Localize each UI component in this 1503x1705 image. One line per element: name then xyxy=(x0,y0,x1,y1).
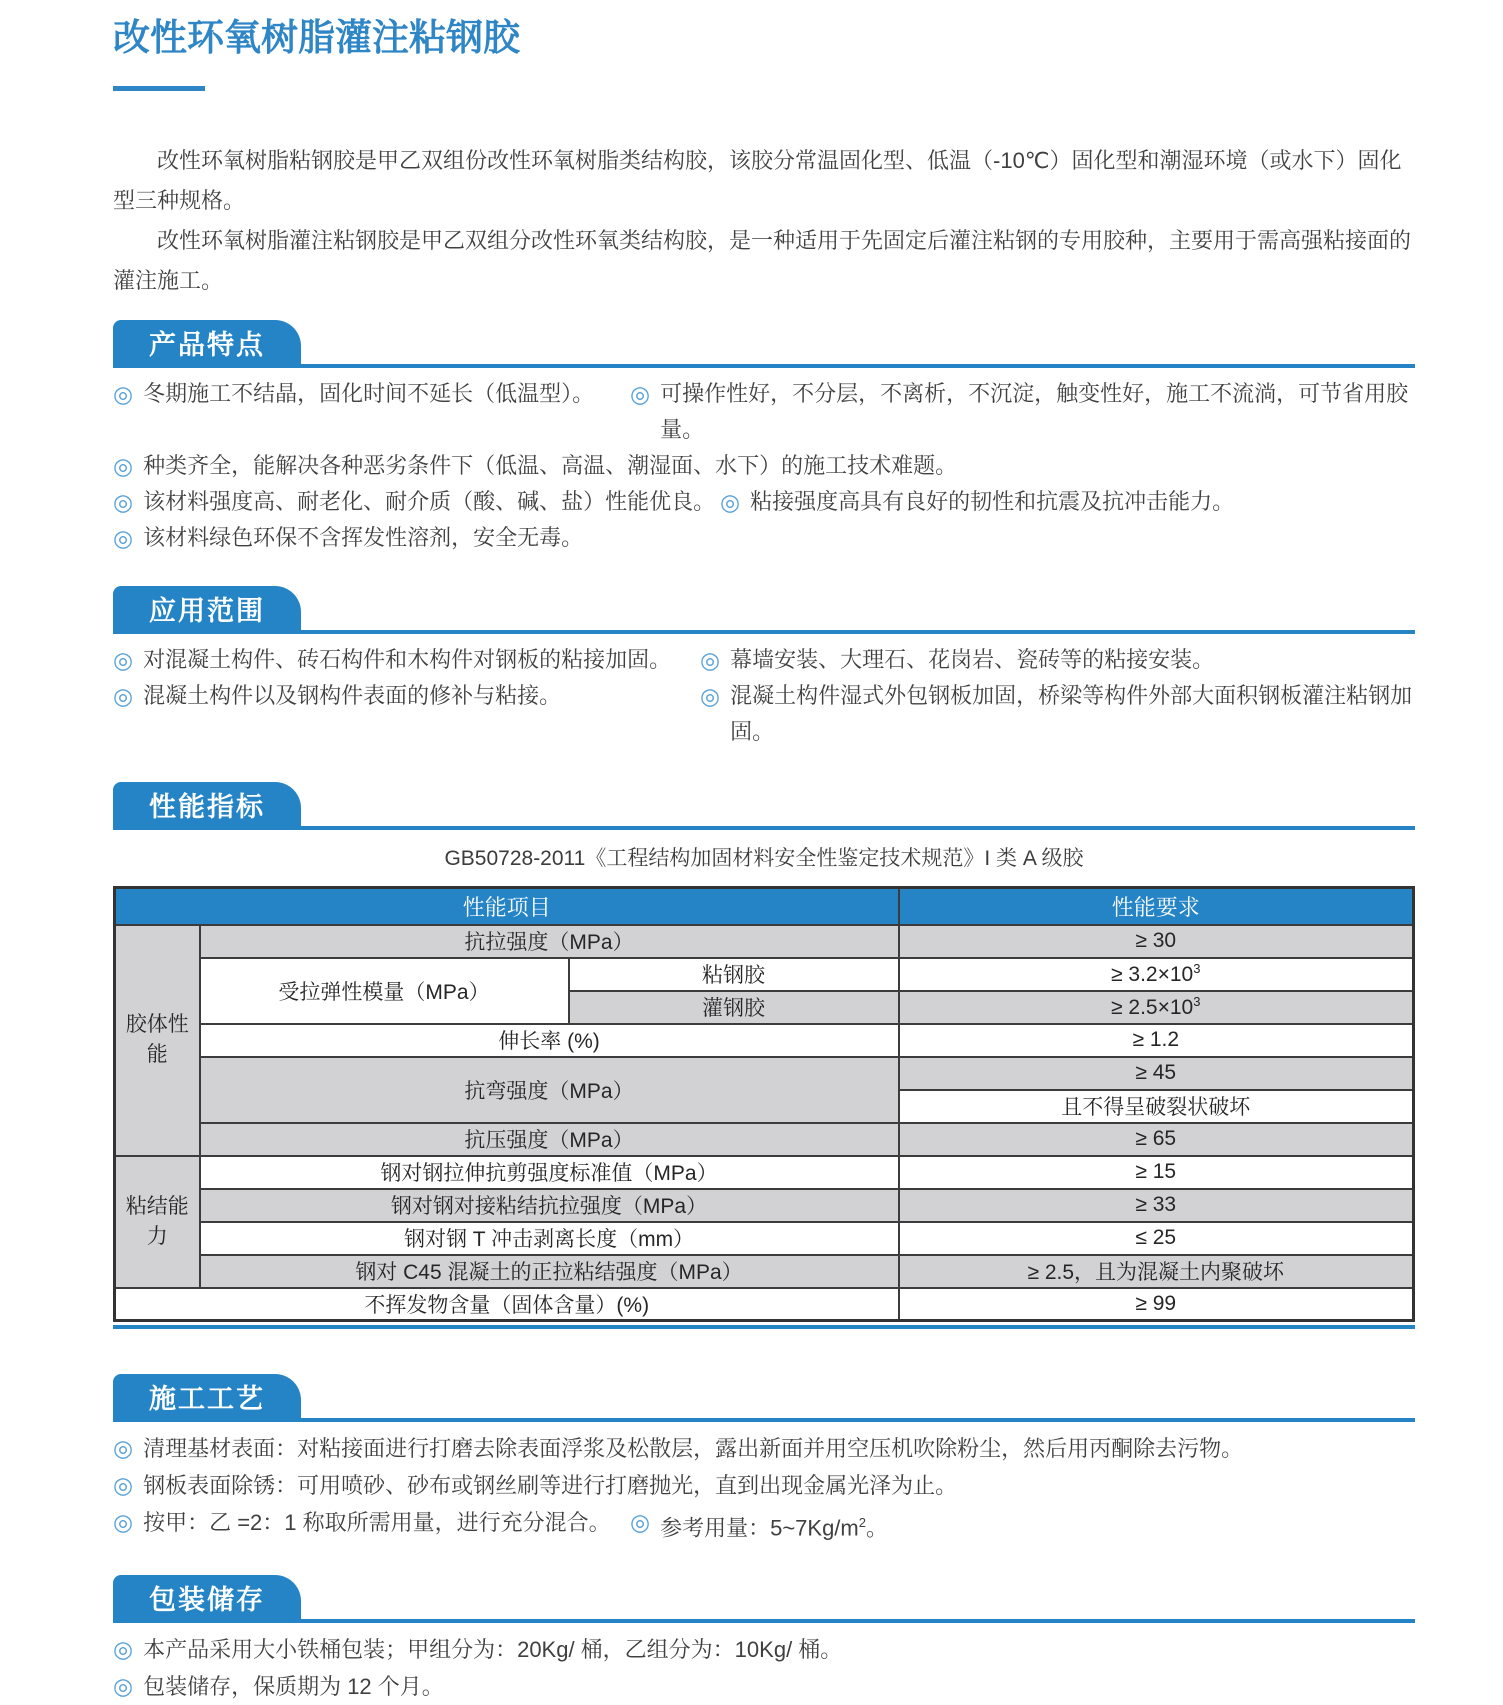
row-group-glue: 胶体性能 xyxy=(115,925,200,1156)
table-header-row xyxy=(115,888,1414,925)
bullet-icon: ◎ xyxy=(720,489,741,515)
dosage-exponent: 2 xyxy=(858,1515,866,1530)
bullet-icon: ◎ xyxy=(700,647,721,673)
list-row xyxy=(113,678,1415,750)
row-group-bond: 粘结能力 xyxy=(115,1156,200,1288)
list-item-text: 该材料强度高、耐老化、耐介质（酸、碱、盐）性能优良。 xyxy=(143,489,716,514)
list-item xyxy=(113,1467,957,1504)
requirement-exponent: 3 xyxy=(1193,994,1201,1009)
list-item xyxy=(630,1504,888,1546)
intro-paragraph-2: 改性环氧树脂灌注粘钢胶是甲乙双组分改性环氧类结构胶，是一种适用于先固定后灌注粘钢的专用胶种，主要用于需高强粘接面的灌注施工。 xyxy=(113,228,1412,293)
list-item xyxy=(113,1668,444,1705)
section-underline xyxy=(113,826,1415,830)
property-cell: 钢对钢对接粘结抗拉强度（MPa） xyxy=(200,1189,899,1222)
list-item xyxy=(113,1504,630,1546)
list-item-text: 本产品采用大小铁桶包装；甲组分为：20Kg/ 桶，乙组分为：10Kg/ 桶。 xyxy=(143,1637,843,1663)
bullet-icon: ◎ xyxy=(113,381,134,407)
bullet-icon: ◎ xyxy=(113,1435,134,1461)
requirement-exponent: 3 xyxy=(1193,961,1201,976)
section-underline xyxy=(113,1418,1415,1422)
list-row xyxy=(113,376,1415,448)
section-underline xyxy=(113,630,1415,634)
section-underline xyxy=(113,364,1415,368)
requirement-cell: ≥ 33 xyxy=(899,1189,1414,1222)
list-item xyxy=(113,1631,842,1668)
table-caption: GB50728-2011《工程结构加固材料安全性鉴定技术规范》I 类 A 级胶 xyxy=(444,847,1084,870)
list-item-text: 粘接强度高具有良好的韧性和抗震及抗冲击能力。 xyxy=(750,489,1235,514)
column-header-item: 性能项目 xyxy=(115,888,899,925)
list-item-text: 清理基材表面：对粘接面进行打磨去除表面浮浆及松散层，露出新面并用空压机吹除粉尘，然后用丙酮除去污物。 xyxy=(143,1436,1244,1461)
list-item-text: 混凝土构件湿式外包钢板加固，桥梁等构件外部大面积钢板灌注粘钢加固。 xyxy=(730,683,1413,744)
section-underline xyxy=(113,1619,1415,1623)
intro-paragraph-1: 改性环氧树脂粘钢胶是甲乙双组份改性环氧树脂类结构胶，该胶分常温固化型、低温（-10℃）固化型和潮湿环境（或水下）固化型三种规格。 xyxy=(113,148,1402,213)
list-row xyxy=(113,642,1415,678)
requirement-cell: ≥ 15 xyxy=(899,1156,1414,1189)
bullet-icon: ◎ xyxy=(113,683,134,709)
applications-list xyxy=(113,642,1415,750)
bullet-icon: ◎ xyxy=(113,1472,134,1498)
column-header-requirement: 性能要求 xyxy=(899,888,1414,925)
requirement-cell: ≥ 2.5，且为混凝土内聚破坏 xyxy=(899,1255,1414,1288)
list-item-text xyxy=(660,1504,888,1546)
table-row-modulus-bonded xyxy=(115,958,1414,991)
property-cell: 不挥发物含量（固体含量）(%) xyxy=(115,1288,899,1321)
list-item-text: 钢板表面除锈：可用喷砂、砂布或钢丝刷等进行打磨抛光，直到出现金属光泽为止。 xyxy=(143,1473,958,1498)
requirement-cell xyxy=(899,958,1414,991)
property-cell: 受拉弹性模量（MPa） xyxy=(200,958,569,1024)
section-header-features xyxy=(113,320,1415,368)
bullet-icon: ◎ xyxy=(113,647,134,673)
list-item-text: 混凝土构件以及钢构件表面的修补与粘接。 xyxy=(143,683,562,708)
section-header-process xyxy=(113,1374,1415,1422)
list-item-text: 幕墙安装、大理石、花岗岩、瓷砖等的粘接安装。 xyxy=(730,647,1215,672)
list-row xyxy=(113,520,1415,556)
bullet-icon: ◎ xyxy=(113,1509,134,1535)
bullet-icon: ◎ xyxy=(113,453,134,479)
list-row xyxy=(113,1430,1415,1467)
list-row xyxy=(113,448,1415,484)
requirement-cell: ≤ 25 xyxy=(899,1222,1414,1255)
dosage-text: 参考用量：5~7Kg/m xyxy=(660,1515,859,1541)
list-item-text: 冬期施工不结晶，固化时间不延长（低温型）。 xyxy=(143,381,595,406)
bullet-icon: ◎ xyxy=(113,489,134,515)
list-item xyxy=(113,642,700,678)
bullet-icon: ◎ xyxy=(630,381,651,407)
section-badge-performance: 性能指标 xyxy=(113,782,301,830)
property-cell: 抗压强度（MPa） xyxy=(200,1123,899,1156)
list-item xyxy=(113,376,630,448)
list-item xyxy=(113,1430,1243,1467)
dosage-period: 。 xyxy=(865,1515,888,1541)
requirement-cell: 且不得呈破裂状破坏 xyxy=(899,1090,1414,1123)
list-row xyxy=(113,484,1415,520)
list-item-text: 可操作性好，不分层，不离析，不沉淀，触变性好，施工不流淌，可节省用胶量。 xyxy=(660,381,1409,442)
intro-paragraphs xyxy=(113,141,1415,301)
section-badge-packaging: 包装储存 xyxy=(113,1575,301,1623)
list-item-text: 该材料绿色环保不含挥发性溶剂，安全无毒。 xyxy=(143,525,584,550)
list-item xyxy=(700,678,1415,750)
requirement-cell: ≥ 99 xyxy=(899,1288,1414,1321)
table-row-bending xyxy=(115,1057,1414,1090)
table-row-t-impact xyxy=(115,1222,1414,1255)
property-subcell: 粘钢胶 xyxy=(569,958,899,991)
property-subcell: 灌钢胶 xyxy=(569,991,899,1024)
requirement-cell: ≥ 65 xyxy=(899,1123,1414,1156)
performance-table xyxy=(113,886,1415,1322)
page-title: 改性环氧树脂灌注粘钢胶 xyxy=(113,17,520,58)
requirement-value: ≥ 3.2×10 xyxy=(1111,963,1194,986)
list-item xyxy=(700,642,1214,678)
list-item-text: 对混凝土构件、砖石构件和木构件对钢板的粘接加固。 xyxy=(143,647,672,672)
list-item xyxy=(113,678,700,750)
bullet-icon: ◎ xyxy=(113,525,134,551)
section-badge-features: 产品特点 xyxy=(113,320,301,368)
requirement-cell: ≥ 45 xyxy=(899,1057,1414,1090)
table-row-shear xyxy=(115,1156,1414,1189)
property-cell: 伸长率 (%) xyxy=(200,1024,899,1057)
property-cell: 钢对钢 T 冲击剥离长度（mm） xyxy=(200,1222,899,1255)
requirement-cell xyxy=(899,991,1414,1024)
section-header-performance xyxy=(113,782,1415,830)
property-cell: 抗拉强度（MPa） xyxy=(200,925,899,958)
property-cell: 钢对钢拉伸抗剪强度标准值（MPa） xyxy=(200,1156,899,1189)
bullet-icon: ◎ xyxy=(700,683,721,709)
list-item xyxy=(113,448,957,484)
section-badge-process: 施工工艺 xyxy=(113,1374,301,1422)
process-list xyxy=(113,1430,1415,1546)
section-header-applications xyxy=(113,586,1415,634)
list-item-text: 按甲：乙 =2：1 称取所需用量，进行充分混合。 xyxy=(143,1510,611,1535)
list-item xyxy=(630,376,1415,448)
property-cell: 钢对 C45 混凝土的正拉粘结强度（MPa） xyxy=(200,1255,899,1288)
bullet-icon: ◎ xyxy=(113,1673,134,1700)
list-item xyxy=(720,484,1234,520)
requirement-cell: ≥ 1.2 xyxy=(899,1024,1414,1057)
title-dash xyxy=(113,86,205,91)
list-row xyxy=(113,1631,1415,1668)
section-header-packaging xyxy=(113,1575,1415,1623)
list-row xyxy=(113,1467,1415,1504)
table-row-c45 xyxy=(115,1255,1414,1288)
requirement-value: ≥ 2.5×10 xyxy=(1111,996,1194,1019)
bullet-icon: ◎ xyxy=(630,1509,651,1535)
table-row-nonvolatile xyxy=(115,1288,1414,1321)
requirement-cell: ≥ 30 xyxy=(899,925,1414,958)
section-badge-applications: 应用范围 xyxy=(113,586,301,634)
table-row-compressive xyxy=(115,1123,1414,1156)
list-item-text: 包装储存，保质期为 12 个月。 xyxy=(143,1674,444,1700)
packaging-list xyxy=(113,1631,1415,1705)
table-underline xyxy=(113,1325,1415,1329)
table-row-elongation xyxy=(115,1024,1414,1057)
list-row xyxy=(113,1504,1415,1546)
list-item xyxy=(113,484,720,520)
list-row xyxy=(113,1668,1415,1705)
list-item xyxy=(113,520,583,556)
features-list xyxy=(113,376,1415,556)
table-row-butt-tensile xyxy=(115,1189,1414,1222)
table-row-tensile xyxy=(115,925,1414,958)
property-cell: 抗弯强度（MPa） xyxy=(200,1057,899,1123)
bullet-icon: ◎ xyxy=(113,1636,134,1663)
list-item-text: 种类齐全，能解决各种恶劣条件下（低温、高温、潮湿面、水下）的施工技术难题。 xyxy=(143,453,958,478)
